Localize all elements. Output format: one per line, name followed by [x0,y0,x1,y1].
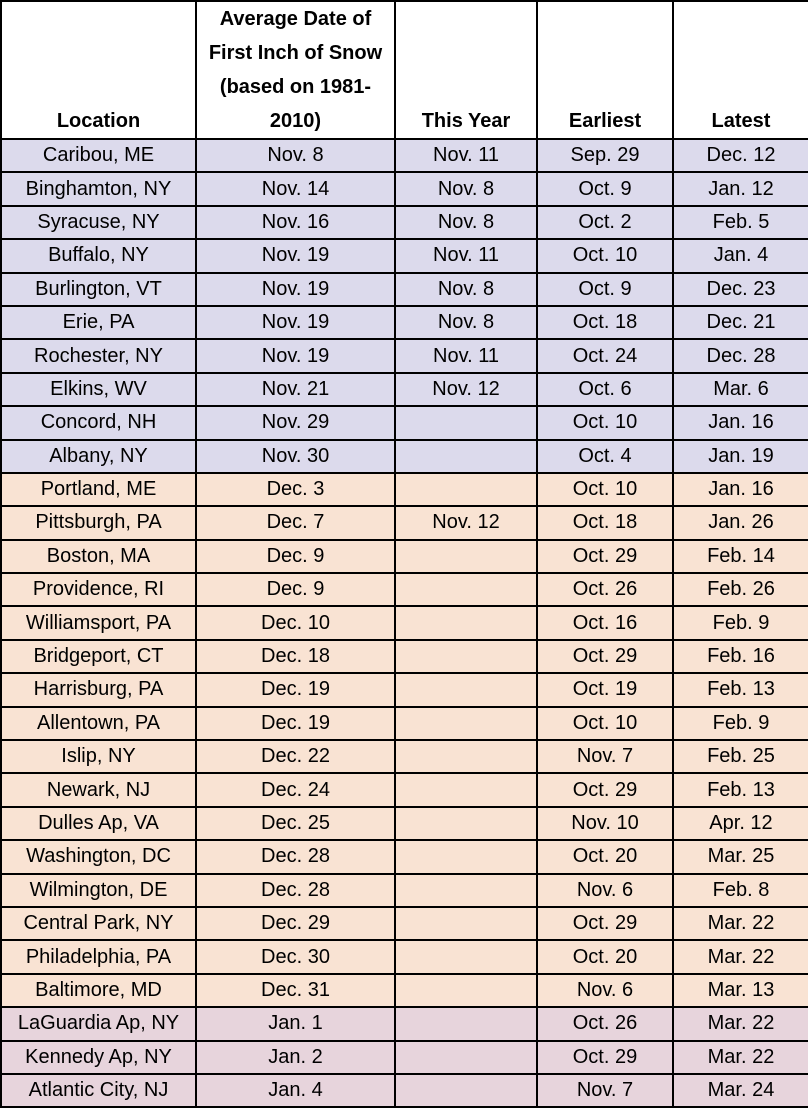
cell-this-year [395,406,537,439]
cell-earliest: Oct. 20 [537,940,673,973]
cell-this-year [395,740,537,773]
table-row [1,440,808,473]
cell-average-date: Dec. 28 [196,840,395,873]
cell-location: Allentown, PA [1,707,196,740]
cell-average-date: Nov. 30 [196,440,395,473]
cell-latest: Jan. 4 [673,239,808,272]
table-row [1,172,808,205]
cell-earliest: Oct. 29 [537,907,673,940]
cell-average-date: Dec. 7 [196,506,395,539]
cell-location: Islip, NY [1,740,196,773]
cell-location: Burlington, VT [1,273,196,306]
cell-latest: Dec. 12 [673,139,808,172]
cell-latest: Feb. 26 [673,573,808,606]
cell-average-date: Dec. 24 [196,773,395,806]
cell-earliest: Oct. 4 [537,440,673,473]
cell-earliest: Oct. 29 [537,640,673,673]
cell-location: Baltimore, MD [1,974,196,1007]
cell-location: Elkins, WV [1,373,196,406]
cell-location: LaGuardia Ap, NY [1,1007,196,1040]
cell-latest: Dec. 23 [673,273,808,306]
cell-average-date: Dec. 28 [196,874,395,907]
cell-this-year: Nov. 11 [395,239,537,272]
header-earliest: Earliest [537,1,673,139]
cell-latest: Mar. 22 [673,1007,808,1040]
cell-latest: Apr. 12 [673,807,808,840]
cell-location: Pittsburgh, PA [1,506,196,539]
cell-latest: Feb. 9 [673,606,808,639]
table-row [1,339,808,372]
cell-latest: Jan. 19 [673,440,808,473]
cell-this-year [395,773,537,806]
cell-location: Washington, DC [1,840,196,873]
cell-latest: Jan. 16 [673,406,808,439]
table-row [1,1041,808,1074]
cell-location: Williamsport, PA [1,606,196,639]
header-latest: Latest [673,1,808,139]
table-row [1,1007,808,1040]
cell-average-date: Dec. 3 [196,473,395,506]
cell-latest: Mar. 6 [673,373,808,406]
cell-earliest: Oct. 6 [537,373,673,406]
header-average-date: Average Date of First Inch of Snow (based on 1981-2010) [196,1,395,139]
cell-earliest: Oct. 20 [537,840,673,873]
cell-location: Buffalo, NY [1,239,196,272]
cell-latest: Dec. 28 [673,339,808,372]
table-row [1,573,808,606]
table-row [1,840,808,873]
cell-earliest: Nov. 10 [537,807,673,840]
cell-average-date: Nov. 16 [196,206,395,239]
cell-location: Harrisburg, PA [1,673,196,706]
cell-this-year: Nov. 8 [395,206,537,239]
cell-this-year: Nov. 8 [395,306,537,339]
cell-latest: Dec. 21 [673,306,808,339]
cell-average-date: Dec. 9 [196,573,395,606]
table-row [1,373,808,406]
cell-earliest: Oct. 10 [537,239,673,272]
cell-average-date: Dec. 19 [196,707,395,740]
cell-average-date: Jan. 4 [196,1074,395,1107]
cell-latest: Mar. 22 [673,1041,808,1074]
cell-this-year [395,540,537,573]
cell-average-date: Dec. 19 [196,673,395,706]
cell-average-date: Dec. 25 [196,807,395,840]
cell-location: Boston, MA [1,540,196,573]
table-row [1,540,808,573]
cell-this-year [395,573,537,606]
table-row [1,874,808,907]
cell-latest: Feb. 13 [673,773,808,806]
cell-location: Atlantic City, NJ [1,1074,196,1107]
cell-earliest: Oct. 2 [537,206,673,239]
cell-earliest: Oct. 9 [537,273,673,306]
cell-earliest: Nov. 6 [537,974,673,1007]
cell-latest: Feb. 25 [673,740,808,773]
cell-this-year [395,606,537,639]
cell-latest: Mar. 25 [673,840,808,873]
cell-location: Central Park, NY [1,907,196,940]
table-row [1,673,808,706]
cell-average-date: Dec. 9 [196,540,395,573]
cell-location: Kennedy Ap, NY [1,1041,196,1074]
cell-average-date: Jan. 2 [196,1041,395,1074]
cell-latest: Feb. 8 [673,874,808,907]
cell-average-date: Dec. 31 [196,974,395,1007]
cell-average-date: Nov. 19 [196,306,395,339]
table-body [1,139,808,1107]
cell-location: Rochester, NY [1,339,196,372]
cell-location: Newark, NJ [1,773,196,806]
cell-earliest: Oct. 9 [537,172,673,205]
cell-average-date: Nov. 29 [196,406,395,439]
table-row [1,940,808,973]
cell-earliest: Oct. 29 [537,540,673,573]
cell-latest: Feb. 13 [673,673,808,706]
table-row [1,473,808,506]
cell-this-year [395,473,537,506]
cell-location: Albany, NY [1,440,196,473]
cell-average-date: Jan. 1 [196,1007,395,1040]
cell-this-year [395,640,537,673]
cell-earliest: Nov. 7 [537,1074,673,1107]
cell-earliest: Oct. 26 [537,573,673,606]
cell-earliest: Nov. 6 [537,874,673,907]
cell-location: Dulles Ap, VA [1,807,196,840]
cell-average-date: Nov. 8 [196,139,395,172]
cell-earliest: Oct. 18 [537,306,673,339]
header-this-year: This Year [395,1,537,139]
cell-this-year: Nov. 8 [395,172,537,205]
cell-this-year: Nov. 11 [395,339,537,372]
cell-average-date: Nov. 19 [196,273,395,306]
table-row [1,707,808,740]
cell-latest: Feb. 9 [673,707,808,740]
table-row [1,139,808,172]
cell-location: Bridgeport, CT [1,640,196,673]
cell-this-year: Nov. 12 [395,506,537,539]
cell-this-year: Nov. 12 [395,373,537,406]
cell-location: Providence, RI [1,573,196,606]
cell-earliest: Oct. 29 [537,773,673,806]
header-row [1,1,808,139]
table-row [1,1074,808,1107]
cell-this-year [395,440,537,473]
cell-this-year [395,807,537,840]
cell-earliest: Oct. 26 [537,1007,673,1040]
cell-this-year [395,673,537,706]
table-row [1,974,808,1007]
cell-earliest: Sep. 29 [537,139,673,172]
cell-this-year: Nov. 8 [395,273,537,306]
cell-earliest: Oct. 18 [537,506,673,539]
cell-this-year [395,907,537,940]
cell-location: Syracuse, NY [1,206,196,239]
table-row [1,807,808,840]
cell-average-date: Nov. 19 [196,239,395,272]
table-row [1,506,808,539]
table-row [1,306,808,339]
cell-latest: Feb. 16 [673,640,808,673]
cell-average-date: Dec. 18 [196,640,395,673]
cell-location: Binghamton, NY [1,172,196,205]
table-row [1,740,808,773]
cell-latest: Feb. 14 [673,540,808,573]
cell-this-year [395,940,537,973]
cell-earliest: Oct. 10 [537,473,673,506]
cell-this-year [395,974,537,1007]
table-row [1,206,808,239]
cell-average-date: Nov. 19 [196,339,395,372]
cell-average-date: Dec. 10 [196,606,395,639]
cell-earliest: Oct. 16 [537,606,673,639]
cell-latest: Feb. 5 [673,206,808,239]
cell-latest: Jan. 12 [673,172,808,205]
cell-latest: Jan. 26 [673,506,808,539]
cell-this-year [395,1074,537,1107]
cell-average-date: Dec. 29 [196,907,395,940]
cell-average-date: Nov. 21 [196,373,395,406]
cell-earliest: Oct. 19 [537,673,673,706]
cell-this-year [395,707,537,740]
cell-average-date: Dec. 30 [196,940,395,973]
cell-location: Portland, ME [1,473,196,506]
cell-average-date: Dec. 22 [196,740,395,773]
cell-this-year [395,1041,537,1074]
table-row [1,406,808,439]
cell-location: Philadelphia, PA [1,940,196,973]
cell-latest: Mar. 22 [673,940,808,973]
table-row [1,239,808,272]
table-row [1,606,808,639]
cell-earliest: Oct. 10 [537,406,673,439]
table-row [1,773,808,806]
cell-location: Concord, NH [1,406,196,439]
cell-this-year: Nov. 11 [395,139,537,172]
cell-earliest: Oct. 29 [537,1041,673,1074]
cell-location: Erie, PA [1,306,196,339]
table-row [1,640,808,673]
cell-location: Caribou, ME [1,139,196,172]
cell-location: Wilmington, DE [1,874,196,907]
cell-earliest: Oct. 24 [537,339,673,372]
table-row [1,273,808,306]
cell-this-year [395,1007,537,1040]
header-location: Location [1,1,196,139]
cell-this-year [395,840,537,873]
cell-latest: Mar. 22 [673,907,808,940]
cell-average-date: Nov. 14 [196,172,395,205]
cell-this-year [395,874,537,907]
cell-earliest: Oct. 10 [537,707,673,740]
cell-latest: Jan. 16 [673,473,808,506]
cell-latest: Mar. 13 [673,974,808,1007]
table-row [1,907,808,940]
cell-earliest: Nov. 7 [537,740,673,773]
cell-latest: Mar. 24 [673,1074,808,1107]
